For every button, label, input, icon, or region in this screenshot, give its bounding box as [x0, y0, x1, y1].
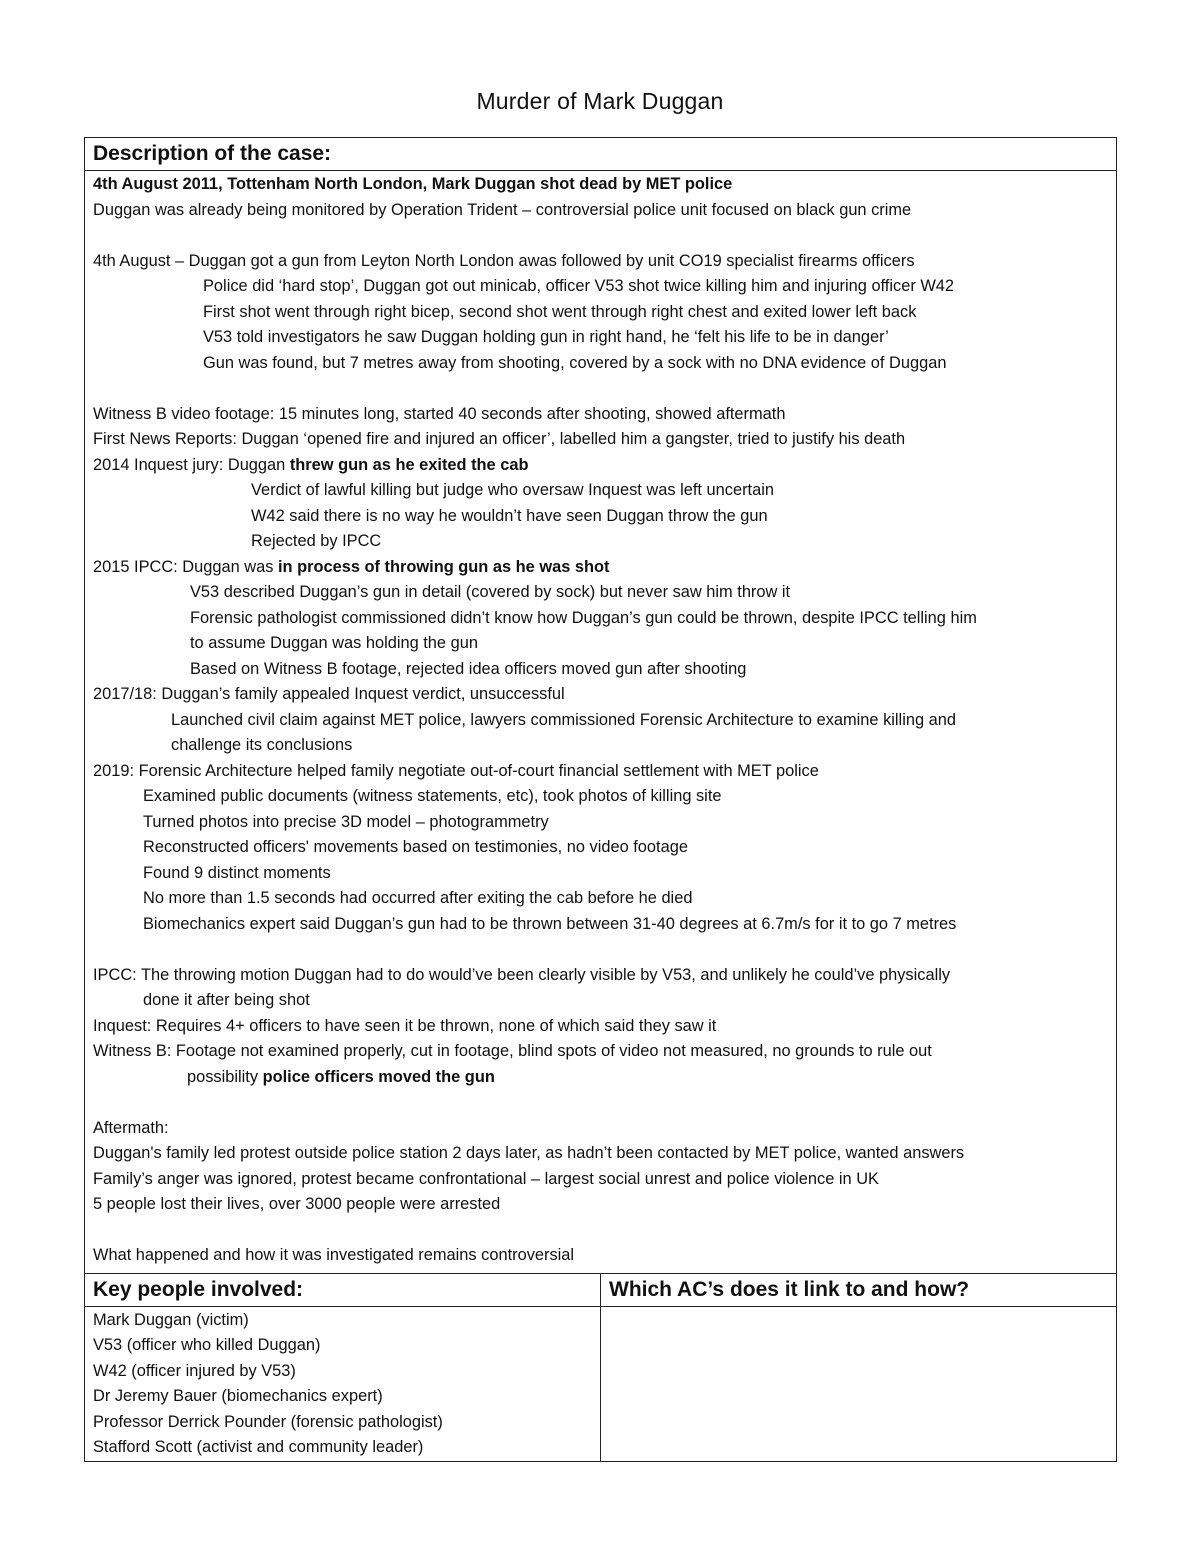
settlement-2019-point: Reconstructed officers' movements based on testimonies, no video footage — [143, 838, 688, 856]
list-item: Mark Duggan (victim) — [93, 1310, 249, 1329]
settlement-2019-point: Turned photos into precise 3D model – photogrammetry — [143, 812, 549, 831]
key-people-header: Key people involved: — [85, 1273, 601, 1306]
page-title: Murder of Mark Duggan — [476, 88, 724, 114]
aug4-point: Gun was found, but 7 metres away from shooting, covered by a sock with no DNA evidence of Duggan — [203, 353, 947, 372]
aftermath-line: Duggan's family led protest outside police station 2 days later, as hadn’t been contacted by MET police, wanted answers — [93, 1144, 965, 1162]
witness-b-rebuttal: Witness B: Footage not examined properly, cut in footage, blind spots of video not measured, no grounds to rule out — [93, 1042, 932, 1060]
closing-remark: What happened and how it was investigated remains controversial — [93, 1246, 575, 1264]
aftermath-line: 5 people lost their lives, over 3000 people were arrested — [93, 1195, 501, 1213]
ipcc-2015-point: Forensic pathologist commissioned didn’t know how Duggan’s gun could be thrown, despite IPCC telling him — [190, 608, 977, 627]
aftermath-line: Family’s anger was ignored, protest became confrontational – largest social unrest and police violence in UK — [93, 1169, 879, 1188]
list-item: Stafford Scott (activist and community leader) — [93, 1438, 424, 1456]
case-headline: 4th August 2011, Tottenham North London, Mark Duggan shot dead by MET police — [93, 175, 733, 193]
acs-content — [601, 1306, 1117, 1461]
ipcc-2015-finding: in process of throwing gun as he was shot — [277, 557, 610, 576]
aug4-lead: 4th August – Duggan got a gun from Leyton North London awas followed by unit CO19 specialist firearms officers — [93, 251, 915, 270]
ipcc-2015-lead — [93, 555, 1108, 581]
inquest-2014-point: W42 said there is no way he wouldn’t have seen Duggan throw the gun — [251, 506, 768, 525]
inquest-2014-point: Verdict of lawful killing but judge who oversaw Inquest was left uncertain — [251, 481, 774, 499]
ipcc-rebuttal: IPCC: The throwing motion Duggan had to do would’ve been clearly visible by V53, and unlikely he could’ve physically — [93, 965, 951, 984]
inquest-2014-lead — [93, 453, 1108, 479]
key-people-list — [85, 1306, 601, 1461]
inquest-2014-point: Rejected by IPCC — [251, 532, 382, 550]
appeal-2017-lead: 2017/18: Duggan’s family appealed Inquest verdict, unsuccessful — [93, 685, 565, 703]
settlement-2019-point: Found 9 distinct moments — [143, 863, 331, 882]
description-header: Description of the case: — [85, 138, 1117, 171]
list-item: V53 (officer who killed Duggan) — [93, 1336, 321, 1354]
witness-b-footage: Witness B video footage: 15 minutes long, started 40 seconds after shooting, showed aftermath — [93, 404, 786, 423]
ipcc-2015-point: V53 described Duggan’s gun in detail (covered by sock) but never saw him throw it — [190, 583, 791, 601]
first-news-reports: First News Reports: Duggan ‘opened fire and injured an officer’, labelled him a gangster, tried to justify his death — [93, 430, 906, 448]
description-body — [85, 171, 1117, 1274]
acs-header: Which AC’s does it link to and how? — [601, 1273, 1117, 1306]
ipcc-rebuttal-cont: done it after being shot — [143, 991, 310, 1009]
inquest-2014-finding: threw gun as he exited the cab — [289, 455, 529, 474]
inquest-rebuttal: Inquest: Requires 4+ officers to have seen it be thrown, none of which said they saw it — [93, 1016, 717, 1035]
ipcc-2015-point: Based on Witness B footage, rejected idea officers moved gun after shooting — [190, 659, 747, 678]
appeal-2017-point: Launched civil claim against MET police, lawyers commissioned Forensic Architecture to examine killing and — [171, 710, 956, 729]
case-intro: Duggan was already being monitored by Operation Trident – controversial police unit focused on black gun crime — [93, 200, 912, 219]
settlement-2019-point: Examined public documents (witness statements, etc), took photos of killing site — [143, 787, 722, 805]
inquest-2014-lead-text: 2014 Inquest jury: Duggan — [93, 455, 290, 474]
settlement-2019-point: Biomechanics expert said Duggan’s gun had to be thrown between 31-40 degrees at 6.7m/s for it to go 7 metres — [143, 914, 957, 933]
witness-b-rebuttal-text: possibility — [187, 1067, 263, 1086]
appeal-2017-point: challenge its conclusions — [171, 736, 353, 754]
aftermath-label: Aftermath: — [93, 1118, 169, 1137]
settlement-2019-point: No more than 1.5 seconds had occurred after exiting the cab before he died — [143, 889, 693, 907]
witness-b-rebuttal-cont — [93, 1065, 1108, 1091]
ipcc-2015-point: to assume Duggan was holding the gun — [190, 634, 478, 652]
list-item: Dr Jeremy Bauer (biomechanics expert) — [93, 1387, 383, 1405]
ipcc-2015-lead-text: 2015 IPCC: Duggan was — [93, 557, 278, 576]
list-item: Professor Derrick Pounder (forensic pathologist) — [93, 1412, 443, 1431]
case-table — [84, 137, 1117, 1462]
aug4-point: V53 told investigators he saw Duggan holding gun in right hand, he ‘felt his life to be in danger’ — [203, 328, 889, 346]
list-item: W42 (officer injured by V53) — [93, 1361, 296, 1380]
settlement-2019-lead: 2019: Forensic Architecture helped family negotiate out-of-court financial settlement with MET police — [93, 761, 819, 780]
aug4-point: Police did ‘hard stop’, Duggan got out minicab, officer V53 shot twice killing him and injuring officer W42 — [203, 277, 955, 295]
witness-b-rebuttal-finding: police officers moved the gun — [262, 1067, 495, 1086]
aug4-point: First shot went through right bicep, second shot went through right chest and exited lower left back — [203, 302, 917, 321]
